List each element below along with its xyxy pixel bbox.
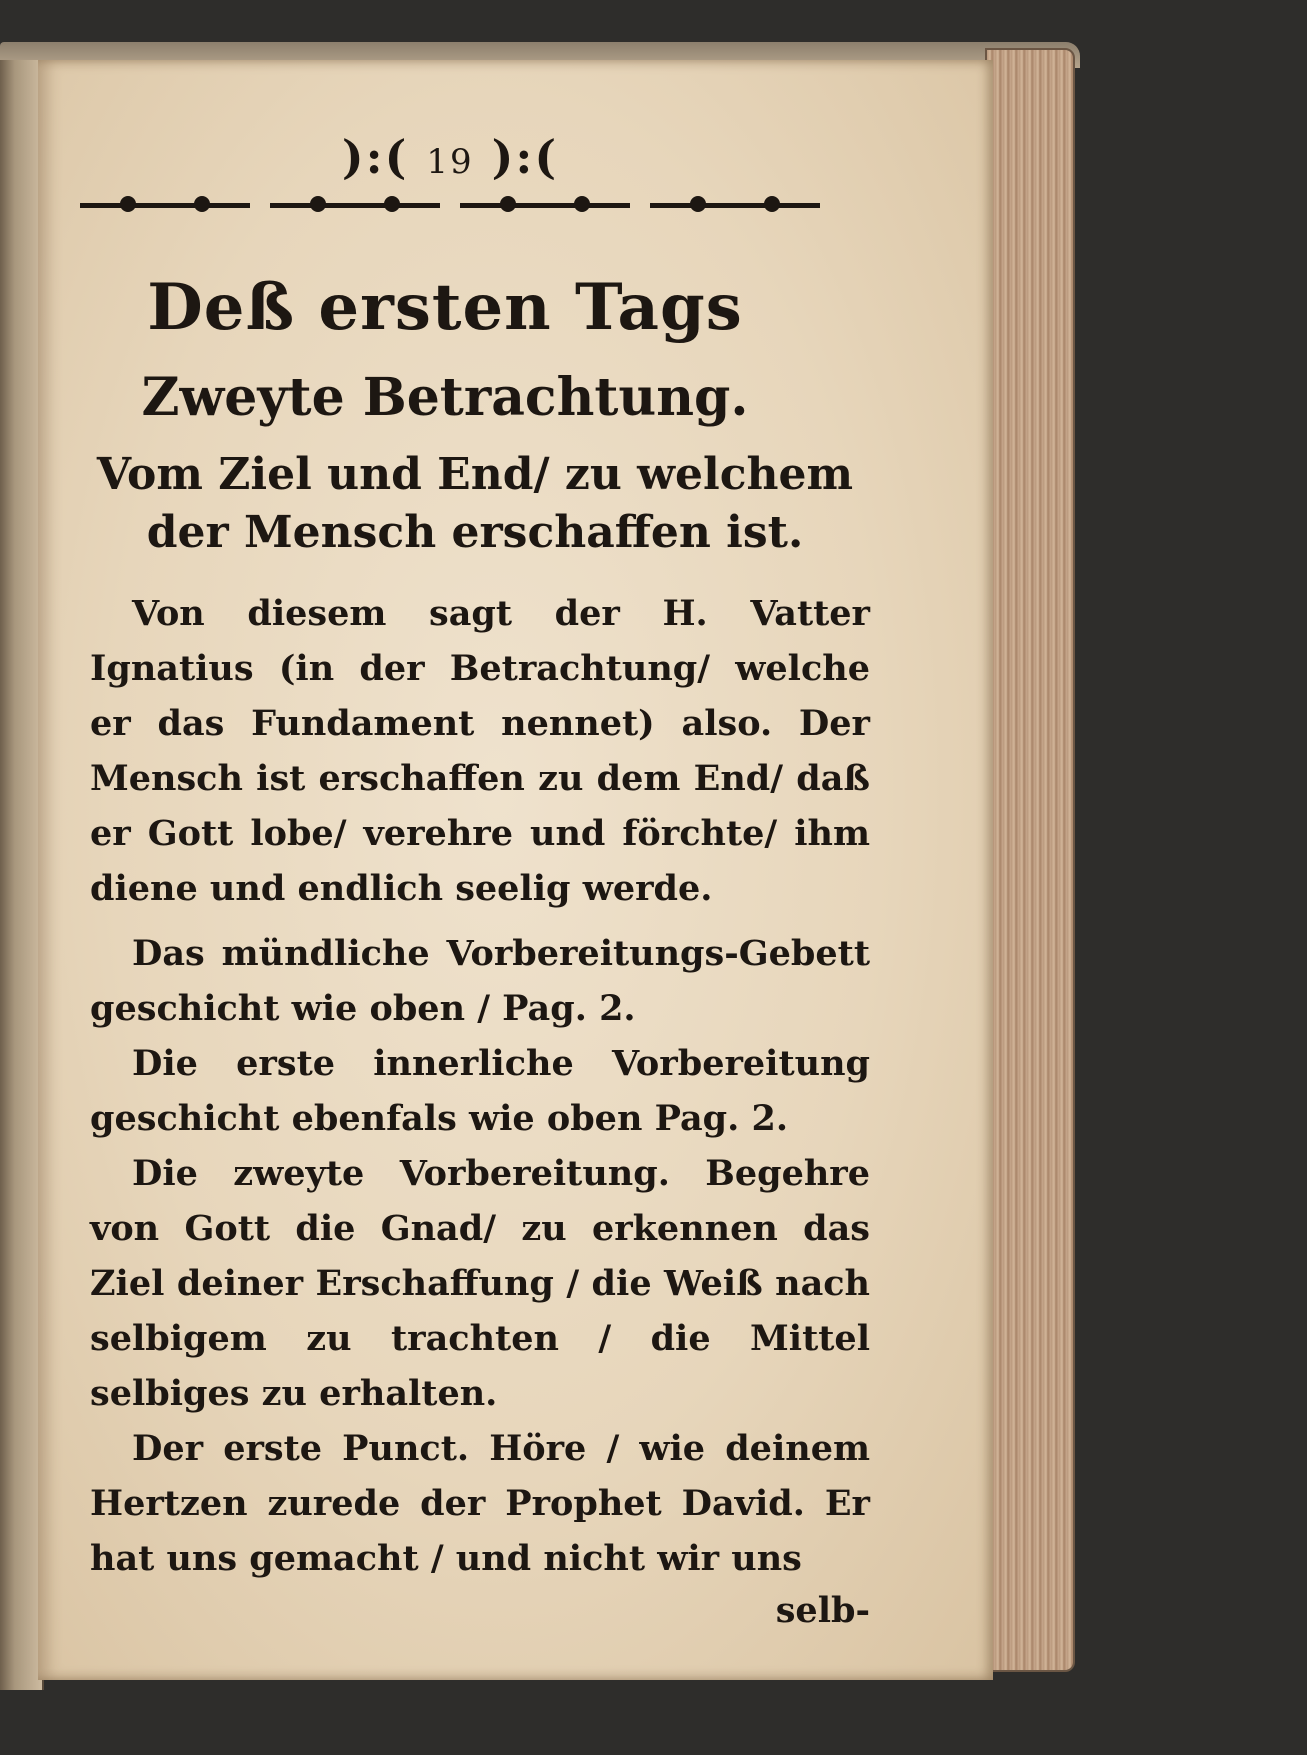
chapter-title: Deß ersten Tags [147,270,743,345]
page-number: 19 [426,142,474,182]
ornament-segment [80,203,250,234]
paragraph: Der erste Punct. Höre / wie deinem Hertzen zurede der Prophet David. Er hat uns gemacht / und nicht wir uns [90,1428,870,1579]
section-title: Zweyte Betrachtung. [141,367,749,428]
section-subtitle [80,446,870,562]
header-ornament-right: ):( [491,130,559,184]
subtitle-line: der Mensch erschaffen ist. [146,507,804,558]
page-block-edge [985,48,1075,1672]
text-area [90,130,870,1631]
ornament-segment [460,203,630,234]
book-page [38,60,993,1680]
ornament-segment [270,203,440,234]
running-header [30,130,870,184]
paragraph: Das mündliche Vorbereitungs-Gebett geschicht wie oben / Pag. 2. [90,933,870,1029]
paragraph: Die erste innerliche Vorbereitung geschicht ebenfals wie oben Pag. 2. [90,1043,870,1139]
paragraph: Die zweyte Vorbereitung. Begehre von Gott die Gnad/ zu erkennen das Ziel deiner Erschaffung / die Weiß nach selbigem zu trachten / die Mittel selbiges zu erhalten. [90,1153,870,1414]
subtitle-line: Vom Ziel und End/ zu welchem [96,449,854,500]
decorative-rule [80,198,820,238]
catchword: selb- [775,1590,870,1631]
header-ornament-left: ):( [341,130,409,184]
body-text [90,586,870,1586]
paragraph: Von diesem sagt der H. Vatter Ignatius (in der Betrachtung/ welche er das Fundament nennet) also. Der Mensch ist erschaffen zu dem End/ daß er Gott lobe/ verehre und förchte/ ihm diene und endlich seelig werde. [90,593,870,909]
ornament-segment [650,203,820,234]
